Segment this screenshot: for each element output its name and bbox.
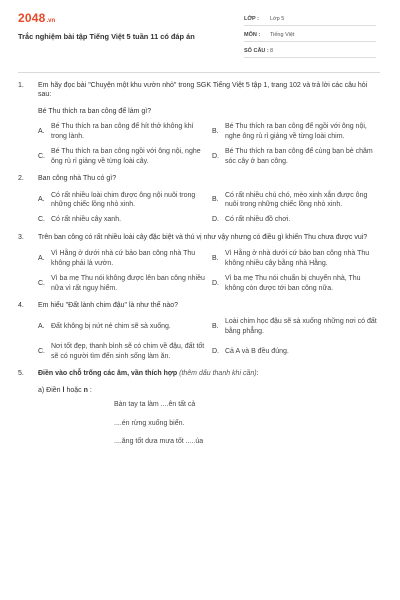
question-number: 5. <box>18 370 24 378</box>
question-text: Em hãy đọc bài "Chuyện một khu vườn nhỏ" trong SGK Tiếng Việt 5 tập 1, trang 102 và trả lời các câu hỏi sau: <box>38 82 368 99</box>
info-row-class <box>244 14 376 26</box>
question-text <box>38 369 380 378</box>
question-text: Trên ban công có rất nhiều loài cây đặc biệt và thú vị như vậy nhưng có điều gì khiến Thu chưa được vui? <box>38 233 368 241</box>
option-text: Cả A và B đều đúng. <box>225 348 289 356</box>
option-letter: A. <box>38 254 45 262</box>
option-b[interactable] <box>212 122 380 141</box>
option-text: Bé Thu thích ra ban công để ngồi với ông nội, nghe ông rủ rỉ giảng về từng loài chim. <box>225 123 367 140</box>
fill-blank-line[interactable]: ....én rừng xuống biển. <box>114 419 185 427</box>
option-text: Có rất nhiều đồ chơi. <box>225 216 291 224</box>
part-letter-n: n <box>83 386 88 394</box>
option-text: Vì ba mẹ Thu nói chuẩn bị chuyển nhà, Thu không còn được tới ban công nữa. <box>225 275 361 292</box>
option-b[interactable] <box>212 317 380 336</box>
answer-options <box>38 317 380 361</box>
option-b[interactable] <box>212 191 380 210</box>
option-text: Vì Hằng ở dưới nhà cứ bảo ban công nhà Thu không phải là vườn. <box>51 250 196 267</box>
option-text: Loài chim học đậu sẽ sà xuống những nơi có đất bằng phẳng. <box>225 318 377 335</box>
logo-text: 2048 <box>18 11 46 25</box>
fill-blank-line[interactable]: Bàn tay ta làm ....ên tất cả <box>114 401 196 409</box>
question-number: 3. <box>18 233 24 241</box>
option-text: Có rất nhiều chú chó, mèo xinh xắn được ông nuôi trong những chiếc lồng nhỏ xinh. <box>225 191 368 208</box>
option-text: Nơi tốt đẹp, thanh bình sẽ có chim về đậu, đất tốt sẽ có người tìm đến sinh sống làm ăn. <box>51 343 205 360</box>
option-text: Bé Thu thích ra ban công để cùng bạn bè chăm sóc cây ở ban công. <box>225 148 373 165</box>
option-c[interactable] <box>38 147 206 166</box>
option-letter: D. <box>212 279 219 287</box>
option-text: Có rất nhiều loài chim được ông nội nuôi trong những chiếc lồng nhỏ xinh. <box>51 191 196 208</box>
fill-blank-line[interactable]: ....ăng tốt dưa mưa tốt .....úa <box>114 437 204 445</box>
option-c[interactable] <box>38 274 206 293</box>
fill-blank-lines <box>114 400 380 446</box>
info-value: Tiếng Việt <box>270 31 295 38</box>
question-subprompt: Bé Thu thích ra ban công để làm gì? <box>38 107 152 115</box>
header-divider <box>18 72 380 73</box>
option-letter: B. <box>212 196 219 204</box>
option-letter: B. <box>212 254 219 262</box>
question-text: Ban công nhà Thu có gì? <box>38 175 117 183</box>
option-letter: A. <box>38 196 45 204</box>
answer-options <box>38 122 380 166</box>
option-b[interactable] <box>212 249 380 268</box>
option-letter: D. <box>212 216 219 224</box>
question-title: Điền vào chỗ trống các âm, vần thích hợp <box>38 370 178 378</box>
question-colon: : <box>256 370 259 378</box>
question-4 <box>18 301 380 361</box>
question-2 <box>18 174 380 225</box>
info-row-count <box>244 46 376 58</box>
option-c[interactable] <box>38 342 206 361</box>
option-letter: D. <box>212 152 219 160</box>
question-5 <box>18 369 380 446</box>
answer-options <box>38 191 380 225</box>
question-3 <box>18 233 380 293</box>
option-letter: A. <box>38 128 45 136</box>
site-logo[interactable] <box>18 10 233 26</box>
option-letter: B. <box>212 128 219 136</box>
option-a[interactable] <box>38 249 206 268</box>
part-prefix: a) Điền <box>38 386 61 394</box>
option-a[interactable] <box>38 317 206 336</box>
option-c[interactable] <box>38 215 206 224</box>
info-table <box>244 14 376 62</box>
info-value: 8 <box>270 47 274 54</box>
brand-block <box>18 10 233 42</box>
part-suffix: : <box>89 386 92 394</box>
option-a[interactable] <box>38 122 206 141</box>
logo-suffix: .vn <box>46 18 56 24</box>
option-text: Bé Thu thích ra ban công để hít thở không khí trong lành. <box>51 123 194 140</box>
question-1 <box>18 81 380 166</box>
option-d[interactable] <box>212 342 380 361</box>
option-text: Vì Hằng ở nhà dưới cứ bảo ban công nhà Thu không nhiều cây bằng nhà Hằng. <box>225 250 370 267</box>
info-label: MÔN : <box>244 31 261 38</box>
question-number: 4. <box>18 302 24 309</box>
option-text: Vì ba mẹ Thu nói không được lên ban công nhiều nữa vì rất nguy hiểm. <box>51 275 205 292</box>
option-letter: B. <box>212 323 219 331</box>
option-text: Đất không bị nứt nẻ chim sẽ sà xuống. <box>51 323 171 331</box>
option-letter: A. <box>38 323 45 331</box>
question-number: 2. <box>18 175 24 183</box>
option-letter: C. <box>38 152 45 160</box>
answer-options <box>38 249 380 293</box>
option-letter: D. <box>212 348 219 356</box>
part-mid: hoặc <box>66 386 82 394</box>
page-title: Trắc nghiệm bài tập Tiếng Việt 5 tuần 11 có đáp án <box>18 32 195 42</box>
option-letter: C. <box>38 348 45 356</box>
question-text: Em hiểu "Đất lành chim đậu" là như thế nào? <box>38 302 179 309</box>
question-number: 1. <box>18 82 24 89</box>
question-hint: (thêm dấu thanh khi cần) <box>179 370 257 378</box>
option-d[interactable] <box>212 147 380 166</box>
info-label: SỐ CÂU : <box>244 47 269 54</box>
option-d[interactable] <box>212 215 380 224</box>
question-part-a <box>38 386 380 395</box>
option-letter: C. <box>38 216 45 224</box>
option-d[interactable] <box>212 274 380 293</box>
info-row-subject <box>244 30 376 42</box>
part-letter-l: l <box>62 386 65 394</box>
option-text: Có rất nhiều cây xanh. <box>51 216 122 224</box>
option-text: Bé Thu thích ra ban công ngồi với ông nội, nghe ông rủ rỉ giảng về từng loài cây. <box>51 148 201 165</box>
info-value: Lớp 5 <box>270 15 285 22</box>
header <box>18 10 380 62</box>
info-label: LỚP : <box>244 15 259 22</box>
option-a[interactable] <box>38 191 206 210</box>
option-letter: C. <box>38 279 45 287</box>
